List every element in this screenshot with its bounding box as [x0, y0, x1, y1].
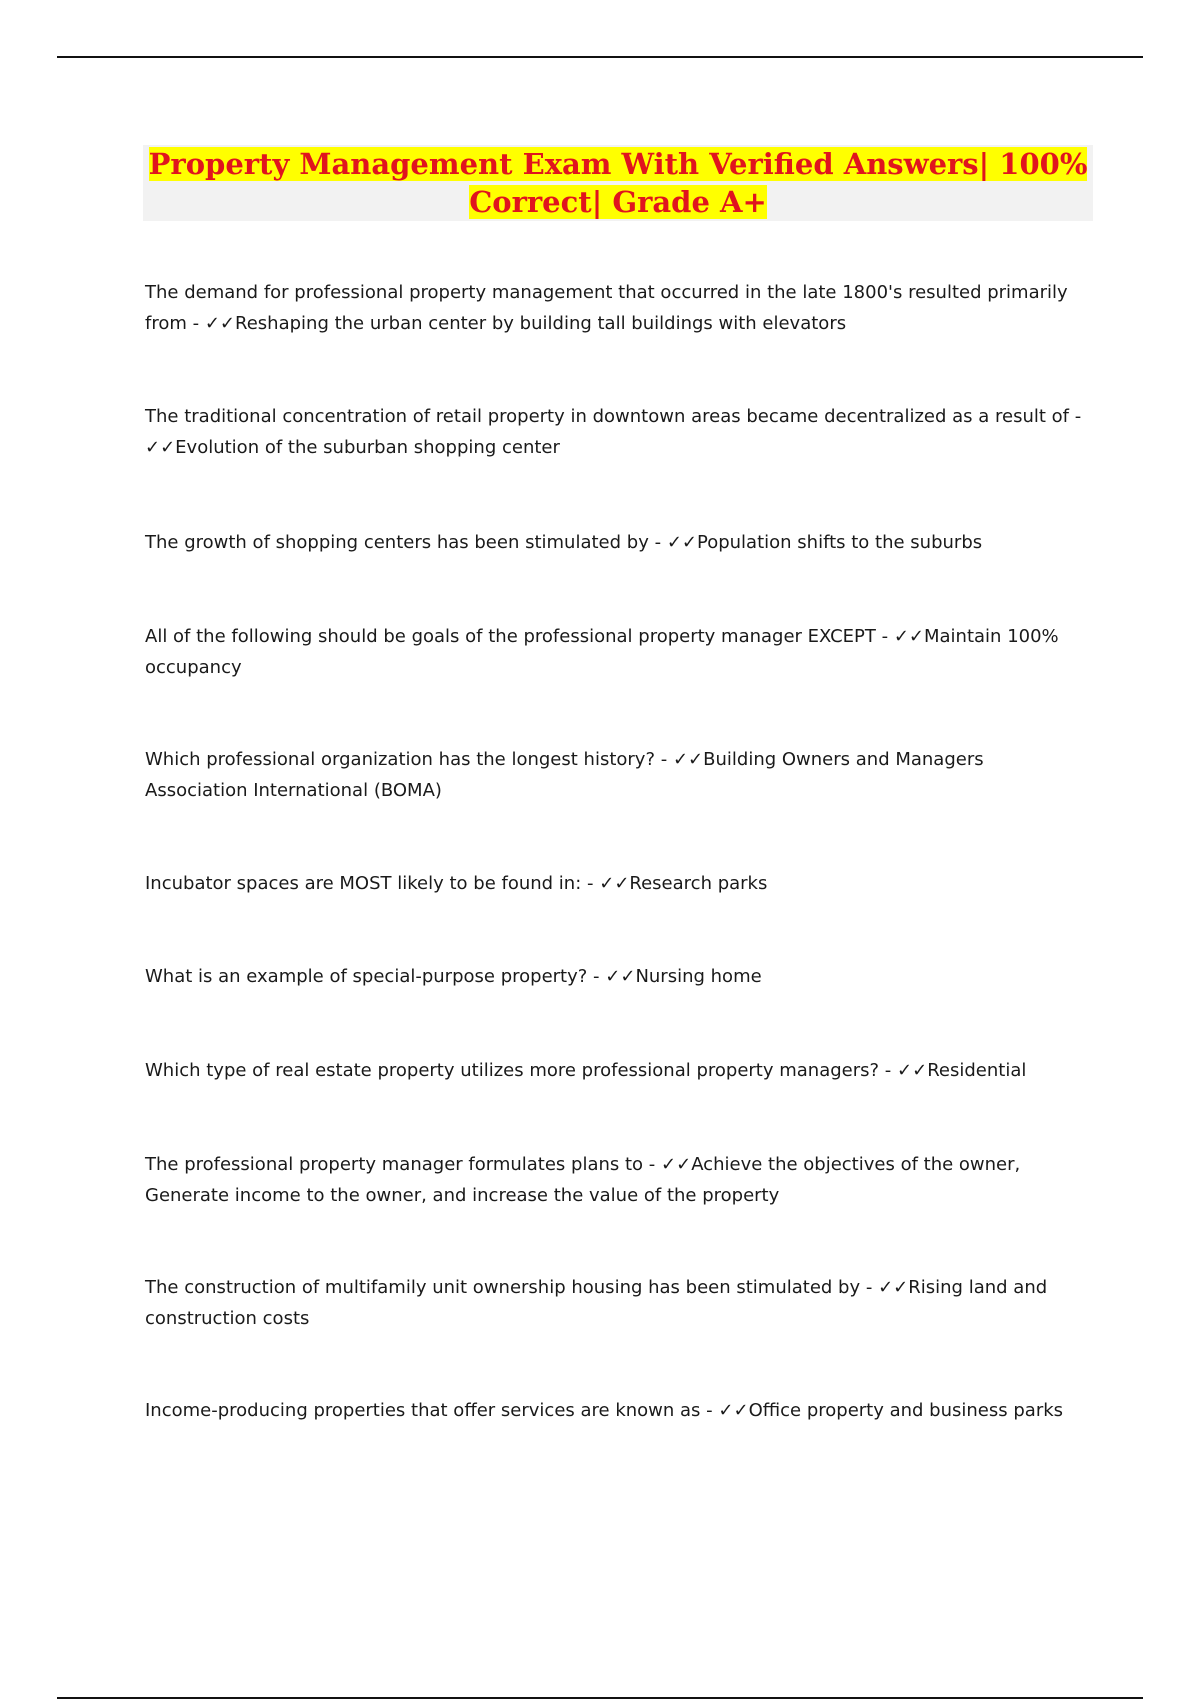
question-text: The growth of shopping centers has been stimulated by [145, 532, 649, 553]
bottom-rule [57, 1697, 1143, 1699]
qa-item-4 [145, 621, 1090, 683]
question-text: Incubator spaces are MOST likely to be found in: [145, 873, 582, 894]
top-rule [57, 56, 1143, 58]
qa-item-5 [145, 744, 1090, 806]
double-check-icon: ✓✓ [605, 966, 636, 987]
double-check-icon: ✓✓ [897, 1060, 928, 1081]
double-check-icon: ✓✓ [672, 749, 704, 770]
answer-text: Building Owners and Managers Association International (BOMA) [145, 749, 984, 801]
question-text: The traditional concentration of retail property in downtown areas became decentralized as a result of [145, 406, 1070, 427]
answer-text: Maintain 100% occupancy [145, 626, 1059, 678]
answer-text: Reshaping the urban center by building tall buildings with elevators [235, 313, 847, 334]
answer-text: Office property and business parks [748, 1400, 1064, 1421]
qa-item-10 [145, 1272, 1090, 1334]
answer-text: Evolution of the suburban shopping center [175, 437, 560, 458]
answer-text: Achieve the objectives of the owner, Generate income to the owner, and increase the value of the property [145, 1154, 1021, 1206]
qa-item-9 [145, 1149, 1090, 1211]
answer-text: Research parks [629, 873, 768, 894]
qa-item-3 [145, 527, 1090, 558]
question-text: The demand for professional property management that occurred in the late 1800's resulted primarily from [145, 282, 1068, 334]
title-line-2: Correct| Grade A+ [469, 185, 767, 219]
title-line-1: Property Management Exam With Verified Answers| 100% [148, 147, 1088, 181]
question-text: The professional property manager formulates plans to [145, 1154, 644, 1175]
double-check-icon: ✓✓ [878, 1277, 909, 1298]
answer-text: Nursing home [635, 966, 762, 987]
answer-text: Population shifts to the suburbs [696, 532, 983, 553]
double-check-icon: ✓✓ [661, 1154, 692, 1175]
qa-item-2 [145, 401, 1090, 463]
double-check-icon: ✓✓ [718, 1400, 749, 1421]
double-check-icon: ✓✓ [666, 532, 697, 553]
qa-item-1 [145, 277, 1090, 339]
question-text: Income-producing properties that offer services are known as [145, 1400, 701, 1421]
qa-item-6 [145, 868, 1090, 899]
qa-item-8 [145, 1055, 1090, 1086]
double-check-icon: ✓✓ [204, 313, 236, 334]
double-check-icon: ✓✓ [599, 873, 630, 894]
question-text: All of the following should be goals of the professional property manager EXCEPT [145, 626, 876, 647]
question-text: Which professional organization has the longest history? [145, 749, 656, 770]
document-title [143, 145, 1093, 221]
answer-text: Residential [927, 1060, 1027, 1081]
question-text: The construction of multifamily unit ownership housing has been stimulated by [145, 1277, 861, 1298]
double-check-icon: ✓✓ [893, 626, 924, 647]
qa-item-11 [145, 1395, 1090, 1426]
question-text: What is an example of special-purpose property? [145, 966, 588, 987]
answer-text: Rising land and construction costs [145, 1277, 1048, 1329]
qa-item-7 [145, 961, 1090, 992]
question-text: Which type of real estate property utilizes more professional property managers? [145, 1060, 880, 1081]
double-check-icon: ✓✓ [145, 437, 176, 458]
